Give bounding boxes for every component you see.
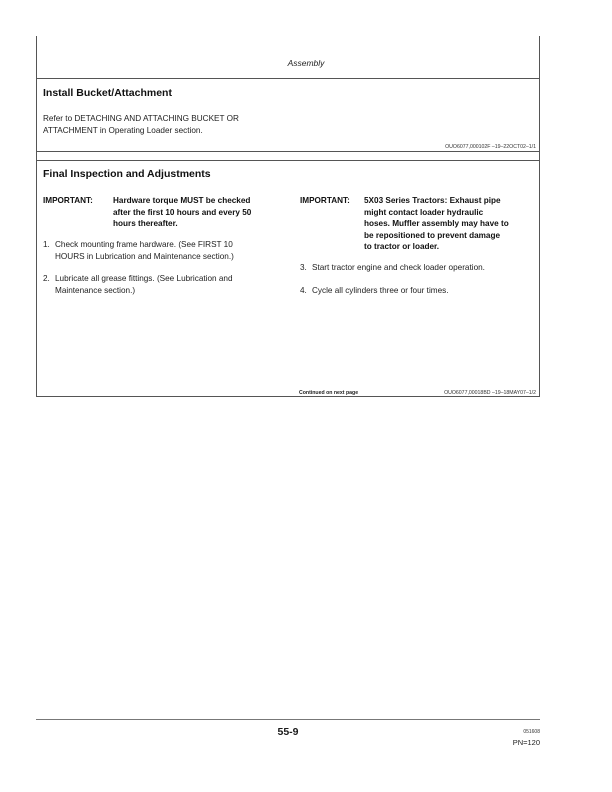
important-tag: IMPORTANT:	[300, 196, 350, 205]
step-line: Lubricate all grease fittings. (See Lubrication and	[55, 274, 233, 283]
body-line: Refer to DETACHING AND ATTACHING BUCKET OR	[43, 114, 239, 123]
page-number: 55-9	[277, 726, 299, 738]
step-4	[300, 285, 540, 297]
step-text: Start tractor engine and check loader operation.	[312, 263, 485, 272]
step-number: 3.	[300, 263, 307, 272]
step-1	[43, 239, 283, 263]
step-number: 2.	[43, 274, 50, 283]
reference-code: OUO6077,000102F –19–22OCT02–1/1	[445, 144, 536, 150]
running-header: Assembly	[287, 58, 325, 68]
step-line: HOURS in Lubrication and Maintenance section.)	[55, 251, 234, 261]
important-line: be repositioned to prevent damage	[364, 230, 501, 240]
step-text: Cycle all cylinders three or four times.	[312, 286, 449, 295]
important-line: Hardware torque MUST be checked	[113, 196, 251, 205]
left-margin-rule	[36, 36, 37, 78]
step-line: Maintenance section.)	[55, 285, 136, 295]
important-text	[364, 195, 509, 253]
important-line: to tractor or loader.	[364, 242, 440, 251]
important-tag: IMPORTANT:	[43, 196, 93, 205]
section-final-inspection	[36, 160, 540, 397]
step-number: 1.	[43, 240, 50, 249]
step-3	[300, 262, 540, 274]
step-2	[43, 273, 283, 297]
step-text	[55, 273, 233, 296]
section-body	[43, 113, 293, 136]
footer-rule	[36, 719, 540, 720]
section-install-bucket	[36, 78, 540, 152]
step-text	[55, 239, 234, 262]
important-text	[113, 195, 251, 230]
right-margin-rule	[539, 36, 540, 78]
continued-note: Continued on next page	[299, 390, 359, 396]
important-line: might contact loader hydraulic	[364, 207, 484, 217]
important-line: hours thereafter.	[113, 219, 178, 228]
pn-number: PN=120	[512, 738, 540, 747]
important-line: hoses. Muffler assembly may have to	[364, 219, 509, 228]
important-line: after the first 10 hours and every 50	[113, 207, 252, 217]
step-number: 4.	[300, 286, 307, 295]
important-note-torque	[43, 195, 283, 235]
important-note-exhaust	[300, 195, 540, 255]
date-code: 051608	[523, 729, 540, 735]
important-line: 5X03 Series Tractors: Exhaust pipe	[364, 196, 501, 205]
body-line: ATTACHMENT in Operating Loader section.	[43, 125, 203, 135]
step-line: Check mounting frame hardware. (See FIRST 10	[55, 240, 233, 249]
section-title: Install Bucket/Attachment	[43, 87, 172, 99]
section-title: Final Inspection and Adjustments	[43, 168, 211, 180]
reference-code: OUO6077,00018BD –19–18MAY07–1/2	[444, 390, 536, 396]
